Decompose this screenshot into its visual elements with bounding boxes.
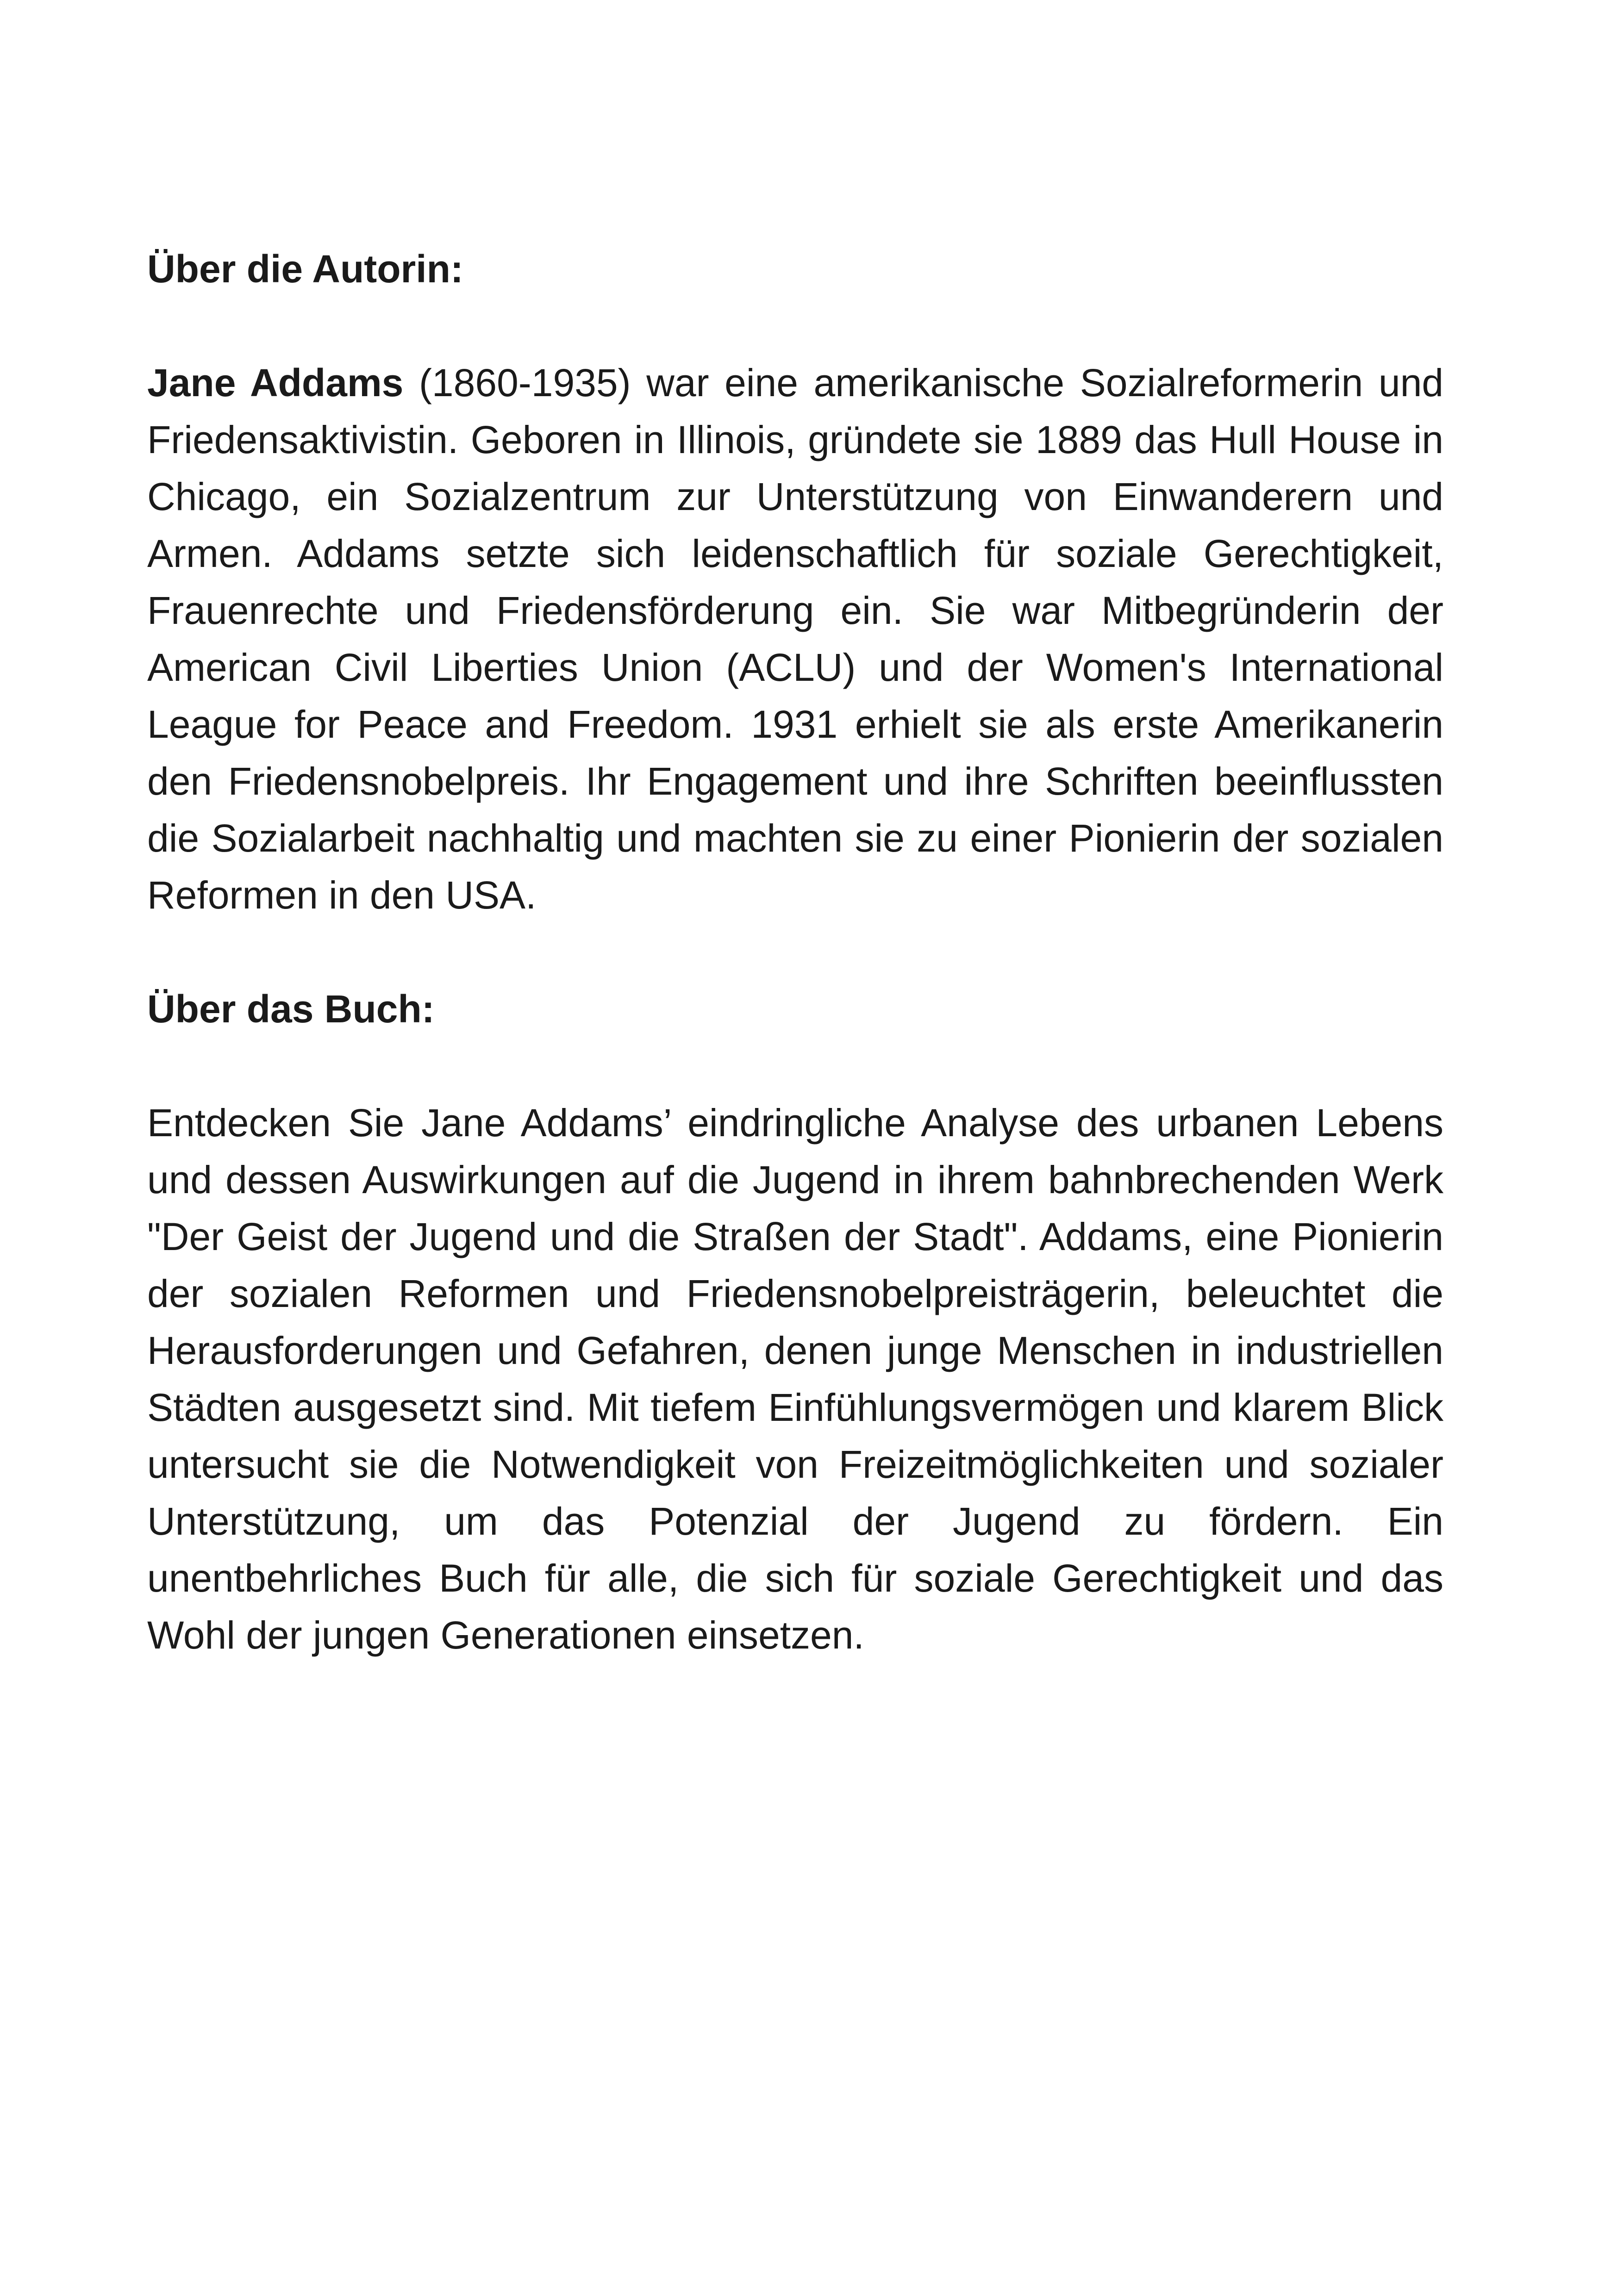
author-text: (1860-1935) war eine amerikanische Sozialreformerin und Friedensaktivistin. Geboren in Illinois, gründete sie 1889 das Hull House in Chicago, ein Sozialzentrum zur Unterstützung von Einwanderern und Armen. Addams setzte sich leidenschaftlich für soziale Gerechtigkeit, Frauenrechte und Friedensförderung ein. Sie war Mitbegründerin der American Civil Liberties Union (ACLU) und der Women's International League for Peace and Freedom. 1931 erhielt sie als erste Amerikanerin den Friedensnobelpreis. Ihr Engagement und ihre Schriften beeinflussten die Sozialarbeit nachhaltig und machten sie zu einer Pionierin der sozialen Reformen in den USA. <box>147 361 1444 917</box>
author-paragraph <box>147 355 1443 924</box>
book-paragraph: Entdecken Sie Jane Addams’ eindringliche Analyse des urbanen Lebens und dessen Auswirkungen auf die Jugend in ihrem bahnbrechenden Werk "Der Geist der Jugend und die Straßen der Stadt". Addams, eine Pionierin der sozialen Reformen und Friedensnobelpreisträgerin, beleuchtet die Herausforderungen und Gefahren, denen junge Menschen in industriellen Städten ausgesetzt sind. Mit tiefem Einfühlungsvermögen und klarem Blick untersucht sie die Notwendigkeit von Freizeitmöglichkeiten und sozialer Unterstützung, um das Potenzial der Jugend zu fördern. Ein unentbehrliches Buch für alle, die sich für soziale Gerechtigkeit und das Wohl der jungen Generationen einsetzen. <box>147 1101 1443 1657</box>
author-name: Jane Addams <box>147 361 404 404</box>
spacer <box>147 1038 1443 1095</box>
book-heading: Über das Buch: <box>147 987 435 1031</box>
spacer <box>147 924 1443 981</box>
spacer <box>147 298 1443 355</box>
author-heading: Über die Autorin: <box>147 247 463 291</box>
document-content <box>147 241 1443 1664</box>
